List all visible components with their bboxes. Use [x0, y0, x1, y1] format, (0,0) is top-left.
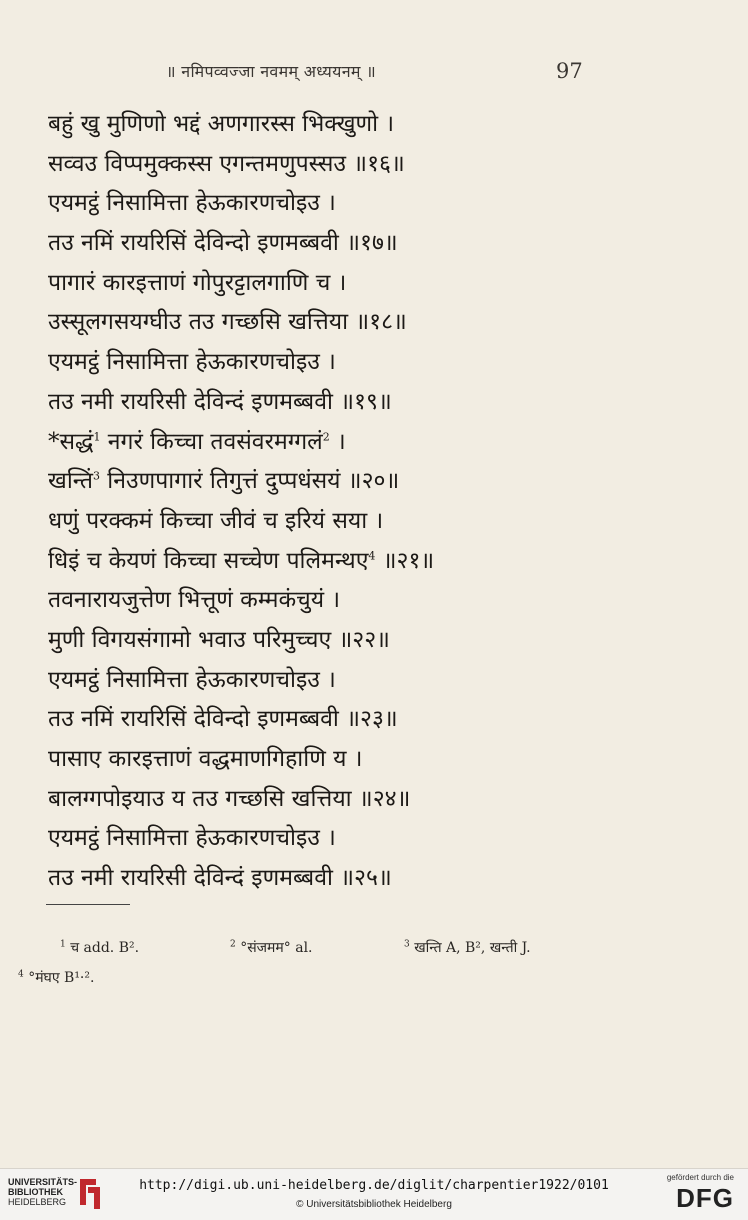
- verse-line: तउ नमी रायरिसी देविन्दं इणमब्बवी ॥२५॥: [48, 865, 392, 892]
- copyright-notice: © Universitätsbibliothek Heidelberg: [296, 1199, 452, 1210]
- footnote: $^4$ °मंघए B¹·².: [18, 969, 95, 986]
- page-number: 97: [556, 59, 583, 83]
- verse-line: तउ नमिं रायरिसिं देविन्दो इणमब्बवी ॥२३॥: [48, 706, 398, 733]
- verse-block: [48, 105, 668, 899]
- verse-line: एयमट्ठं निसामित्ता हेऊकारणचोइउ ।: [48, 190, 336, 217]
- footnote-marker: 2: [322, 429, 330, 443]
- permalink-url[interactable]: http://digi.ub.uni-heidelberg.de/diglit/charpentier1922/0101: [139, 1178, 609, 1193]
- verse-line: पागारं कारइत्ताणं गोपुरट्टालगाणि च ।: [48, 269, 347, 296]
- dfg-logo[interactable]: DFG: [676, 1183, 734, 1213]
- footnote: $^1$ च add. B².: [60, 939, 140, 956]
- verse-line: बालग्गपोइयाउ य तउ गच्छसि खत्तिया ॥२४॥: [48, 785, 411, 812]
- verse-line: खन्तिं$^3$ निउणपागारं तिगुत्तं दुप्पधंसयं ॥२०॥: [48, 468, 400, 495]
- running-head: ॥ नमिपव्वज्जा नवमम् अध्ययनम् ॥: [166, 62, 377, 81]
- verse-line: तउ नमिं रायरिसिं देविन्दो इणमब्बवी ॥१७॥: [48, 230, 398, 257]
- footnote-marker: 4: [368, 548, 376, 562]
- verse-line: धणुं परक्कमं किच्चा जीवं च इरियं सया ।: [48, 507, 384, 534]
- footnote: $^3$ खन्ति A, B², खन्ती J.: [404, 939, 531, 956]
- footnote: $^2$ °संजमम° al.: [230, 939, 313, 956]
- viewer-footer: [0, 1168, 748, 1220]
- verse-line: एयमट्ठं निसामित्ता हेऊकारणचोइउ ।: [48, 349, 336, 376]
- footnote-divider: [46, 904, 130, 905]
- verse-line: एयमट्ठं निसामित्ता हेऊकारणचोइउ ।: [48, 666, 336, 693]
- verse-line: उस्सूलगसयग्घीउ तउ गच्छसि खत्तिया ॥१८॥: [48, 309, 407, 336]
- footnote-marker: 3: [92, 469, 100, 483]
- footnote-marker: 1: [93, 429, 101, 443]
- verse-line: धिइं च केयणं किच्चा सच्चेण पलिमन्थए$^4$ ॥२१॥: [48, 547, 435, 574]
- verse-line: *सद्धं$^1$ नगरं किच्चा तवसंवरमग्गलं$^2$ ।: [48, 428, 346, 455]
- verse-line: बहुं खु मुणिणो भद्दं अणगारस्स भिक्खुणो ।: [48, 111, 395, 137]
- verse-line: तवनारायजुत्तेण भित्तूणं कम्मकंचुयं ।: [48, 587, 341, 614]
- funding-note: gefördert durch die: [666, 1173, 734, 1182]
- verse-line: तउ नमी रायरिसी देविन्दं इणमब्बवी ॥१९॥: [48, 388, 392, 415]
- verse-line: मुणी विगयसंगामो भवाउ परिमुच्चए ॥२२॥: [48, 626, 390, 653]
- verse-line: पासाए कारइत्ताणं वद्धमाणगिहाणि य ।: [48, 746, 363, 772]
- verse-line: सव्वउ विप्पमुक्कस्स एगन्तमणुपस्सउ ॥१६॥: [48, 150, 405, 177]
- verse-line: एयमट्ठं निसामित्ता हेऊकारणचोइउ ।: [48, 825, 336, 852]
- library-logo[interactable]: UNIVERSITÄTS- BIBLIOTHEK HEIDELBERG: [8, 1177, 78, 1207]
